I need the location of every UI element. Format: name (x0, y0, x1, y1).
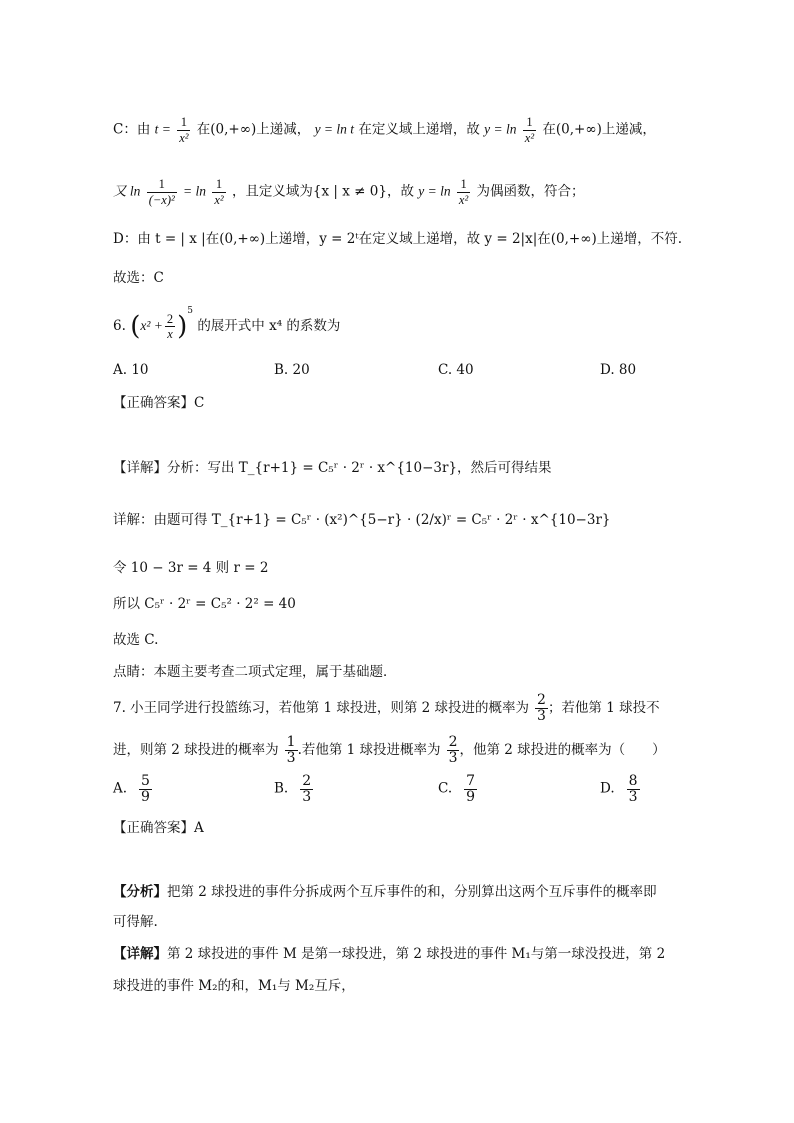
fraction-1-over-x2-d: $\frac{1}{\text{x²}}$ (458, 177, 469, 207)
q7-option-a: A. $\frac{5}{9}$ (113, 773, 150, 805)
q7-line2 (113, 732, 666, 768)
q5-select: 故选：C (113, 270, 164, 286)
c-line-1 (113, 116, 656, 144)
q7-option-d: D. $\frac{8}{3}$ (600, 773, 638, 805)
q7-analysis-2: 可得解. (113, 914, 158, 930)
c2-eq: = ln (183, 183, 207, 199)
q6-base: x² + (140, 318, 163, 333)
q6-option-a: A. 10 (113, 362, 149, 378)
fraction-1-over-negx2: $\frac{1}{\text{(−x)²}}$ (148, 177, 175, 207)
q6-comment: 点睛：本题主要考查二项式定理，属于基础题． (113, 664, 397, 680)
q7-detail-2: 球投进的事件 M₂的和，M₁与 M₂互斥， (113, 978, 355, 994)
c2-part3: y = ln (418, 183, 451, 199)
q6-option-c: C. 40 (438, 362, 474, 378)
q6-select: 故选 C. (113, 632, 159, 648)
q7-detail-1 (113, 944, 665, 964)
fraction-1-over-x2-c: $\frac{1}{\text{x²}}$ (214, 177, 224, 207)
q7-line2a: 进，则第 2 球投进的概率为 (113, 742, 279, 758)
q7-option-c-fraction: $\frac{7}{9}$ (466, 773, 476, 805)
c-prefix: C：由 (113, 121, 151, 138)
c2-part4: 为偶函数，符合； (476, 183, 585, 200)
q7-detail-text-1: 第 2 球投进的事件 M 是第一球投进，第 2 球投进的事件 M₁与第一球没投进，第 2 (167, 946, 666, 962)
q7-analysis-1 (113, 882, 657, 902)
q7-line2b: .若他第 1 球投进概率为 (297, 742, 441, 758)
c-part4: 在定义域上递增，故 (358, 121, 480, 138)
q6-number: 6. (113, 318, 126, 334)
c2-prefix: 又 ln (113, 183, 141, 199)
fraction-1-over-x2: $\frac{1}{\text{x²}}$ (179, 115, 189, 145)
q7-line1-text: 7. 小王同学进行投篮练习，若他第 1 球投进，则第 2 球投进的概率为 (113, 700, 530, 716)
q6-step2: 所以 C₅ʳ · 2ʳ = C₅² · 2² = 40 (113, 596, 296, 612)
c-part6: 在(0,+∞)上递减， (542, 121, 656, 138)
q7-line1 (113, 690, 660, 726)
q7-option-d-fraction: $\frac{8}{3}$ (628, 773, 638, 805)
q6-stem-text: 的展开式中 x⁴ 的系数为 (197, 318, 341, 334)
q7-fraction-1: $\frac{2}{3}$ (537, 692, 546, 724)
q7-detail-label: 【详解】 (113, 946, 167, 962)
q7-fraction-2: $\frac{1}{3}$ (286, 734, 296, 766)
c2-part2: ，且定义域为{x | x ≠ 0}，故 (231, 183, 414, 200)
fraction-1-over-x2-b: $\frac{1}{\text{x²}}$ (524, 115, 535, 145)
q7-analysis-text-1: 把第 2 球投进的事件分拆成两个互斥事件的和，分别算出这两个互斥事件的概率即 (167, 884, 657, 900)
q7-option-b: B. $\frac{2}{3}$ (274, 773, 312, 805)
q7-answer: 【正确答案】A (113, 820, 204, 836)
c-line-2 (113, 178, 585, 206)
q6-step1: 令 10 − 3r = 4 则 r = 2 (113, 560, 269, 576)
q6-analysis: 【详解】分析：写出 T_{r+1} = C₅ʳ · 2ʳ · x^{10−3r}，然后可得结果 (113, 460, 552, 476)
d-line: D：由 t = | x |在(0,+∞)上递增，y = 2ᵗ在定义域上递增，故 y = 2|x|在(0,+∞)上递增，不符. (113, 231, 683, 247)
q6-power: 5 (187, 305, 194, 316)
right-paren: ) (177, 311, 188, 342)
q7-line2c: ，他第 2 球投进的概率为（ ） (459, 742, 666, 758)
c-part2: 在(0,+∞)上递减， (196, 121, 311, 138)
t-equation: t = (154, 121, 171, 137)
q6-answer: 【正确答案】C (113, 395, 205, 411)
q7-option-c: C. $\frac{7}{9}$ (438, 773, 476, 805)
c-part3: y = ln t (314, 121, 355, 137)
q7-line1-tail: ；若他第 1 球投不 (547, 700, 660, 716)
q7-analysis-label: 【分析】 (113, 884, 167, 900)
q6-fraction: $\frac{2}{x}$ (166, 311, 174, 341)
q7-option-a-fraction: $\frac{5}{9}$ (141, 773, 150, 805)
q7-fraction-3: $\frac{2}{3}$ (448, 734, 458, 766)
q6-detail: 详解：由题可得 T_{r+1} = C₅ʳ · (x²)^{5−r} · (2/x)ʳ = C₅ʳ · 2ʳ · x^{10−3r} (113, 512, 611, 528)
q7-option-b-fraction: $\frac{2}{3}$ (302, 773, 312, 805)
left-paren: ( (130, 311, 141, 342)
q6-option-b: B. 20 (274, 362, 310, 378)
q6-option-d: D. 80 (600, 362, 637, 378)
c-part5: y = ln (484, 121, 517, 137)
q6-stem (113, 305, 341, 344)
